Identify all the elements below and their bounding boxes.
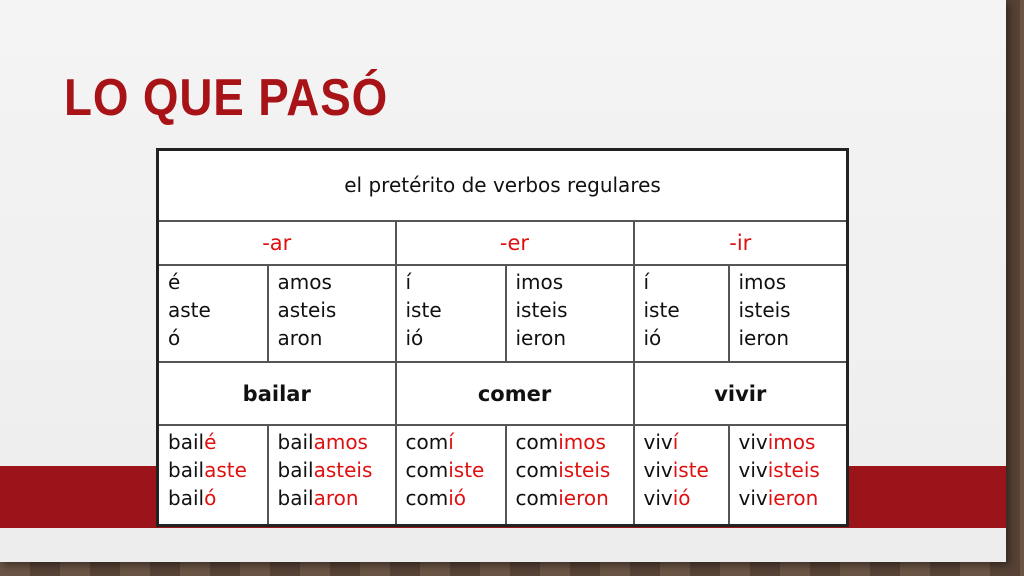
ending: imos (767, 429, 816, 454)
form-cell (168, 484, 267, 512)
ending-cell: iste (405, 298, 442, 323)
ending: ó (204, 485, 217, 510)
verb-vivir: vivir (634, 362, 848, 425)
stem: bail (277, 429, 314, 454)
ending-cell: aste (168, 298, 211, 323)
form-cell (739, 484, 847, 512)
ending-cell: í (405, 270, 412, 295)
conjugated-forms-row (158, 425, 848, 526)
ending-cell: ieron (738, 326, 790, 351)
form-cell (644, 428, 728, 456)
ar-singular-endings (158, 265, 268, 362)
form-cell (278, 484, 395, 512)
ending-cell: imos (515, 270, 564, 295)
ending-header-er: -er (396, 221, 634, 265)
bailar-singular-forms (158, 425, 268, 526)
form-cell (406, 456, 505, 484)
form-cell (516, 456, 633, 484)
form-cell (739, 428, 847, 456)
stem: viv (643, 485, 673, 510)
stem: viv (738, 485, 768, 510)
er-plural-endings (506, 265, 634, 362)
vivir-singular-forms (634, 425, 729, 526)
ending: isteis (558, 457, 611, 482)
vivir-plural-forms (729, 425, 848, 526)
form-cell (278, 428, 395, 456)
ending-cell: é (168, 270, 181, 295)
form-cell (406, 484, 505, 512)
stem: com (405, 429, 449, 454)
form-cell (168, 456, 267, 484)
form-cell (516, 428, 633, 456)
form-cell (516, 484, 633, 512)
ending-cell: asteis (277, 298, 337, 323)
ir-plural-endings (729, 265, 848, 362)
stem: bail (168, 457, 205, 482)
ending-cell: ió (405, 326, 424, 351)
ir-singular-endings (634, 265, 729, 362)
ending: aste (204, 457, 247, 482)
ending-cell: isteis (515, 298, 568, 323)
ending: iste (672, 457, 709, 482)
ending: í (448, 429, 454, 454)
stem: viv (738, 429, 768, 454)
er-singular-endings (396, 265, 506, 362)
ending: é (204, 429, 217, 454)
ending-cell: ió (643, 326, 662, 351)
table-caption: el pretérito de verbos regulares (158, 150, 848, 221)
ending-cell: amos (277, 270, 332, 295)
form-cell (739, 456, 847, 484)
verbs-row (158, 362, 848, 425)
stem: com (515, 457, 559, 482)
form-cell (644, 456, 728, 484)
slide-title: LO QUE PASÓ (64, 69, 389, 127)
comer-plural-forms (506, 425, 634, 526)
ending: í (672, 429, 679, 454)
ending-cell: imos (738, 270, 787, 295)
endings-row (158, 265, 848, 362)
ending: isteis (767, 457, 820, 482)
ending: imos (558, 429, 606, 454)
preterite-table (156, 148, 849, 527)
stem: viv (643, 457, 673, 482)
ending: ieron (558, 485, 609, 510)
stem: com (405, 485, 449, 510)
ending: iste (448, 457, 485, 482)
ending-cell: iste (643, 298, 680, 323)
ending: aron (313, 485, 359, 510)
form-cell (278, 456, 395, 484)
ending-cell: isteis (738, 298, 791, 323)
ending-cell: í (643, 270, 650, 295)
ending-header-ar: -ar (158, 221, 396, 265)
endings-header-row (158, 221, 848, 265)
stem: bail (277, 457, 314, 482)
ending-cell: ieron (515, 326, 567, 351)
ending-header-ir: -ir (634, 221, 848, 265)
stem: com (515, 429, 559, 454)
stem: bail (168, 429, 205, 454)
ending-cell: ó (168, 326, 181, 351)
stem: viv (738, 457, 768, 482)
comer-singular-forms (396, 425, 506, 526)
verb-comer: comer (396, 362, 634, 425)
form-cell (168, 428, 267, 456)
ending-cell: aron (277, 326, 323, 351)
form-cell (644, 484, 728, 512)
ar-plural-endings (268, 265, 396, 362)
form-cell (406, 428, 505, 456)
ending: ieron (767, 485, 819, 510)
stem: com (405, 457, 449, 482)
bailar-plural-forms (268, 425, 396, 526)
stem: bail (168, 485, 205, 510)
ending: ió (672, 485, 691, 510)
stem: bail (277, 485, 314, 510)
ending: ió (448, 485, 467, 510)
stem: com (515, 485, 559, 510)
verb-bailar: bailar (158, 362, 396, 425)
ending: asteis (313, 457, 373, 482)
stem: viv (643, 429, 673, 454)
ending: amos (313, 429, 368, 454)
